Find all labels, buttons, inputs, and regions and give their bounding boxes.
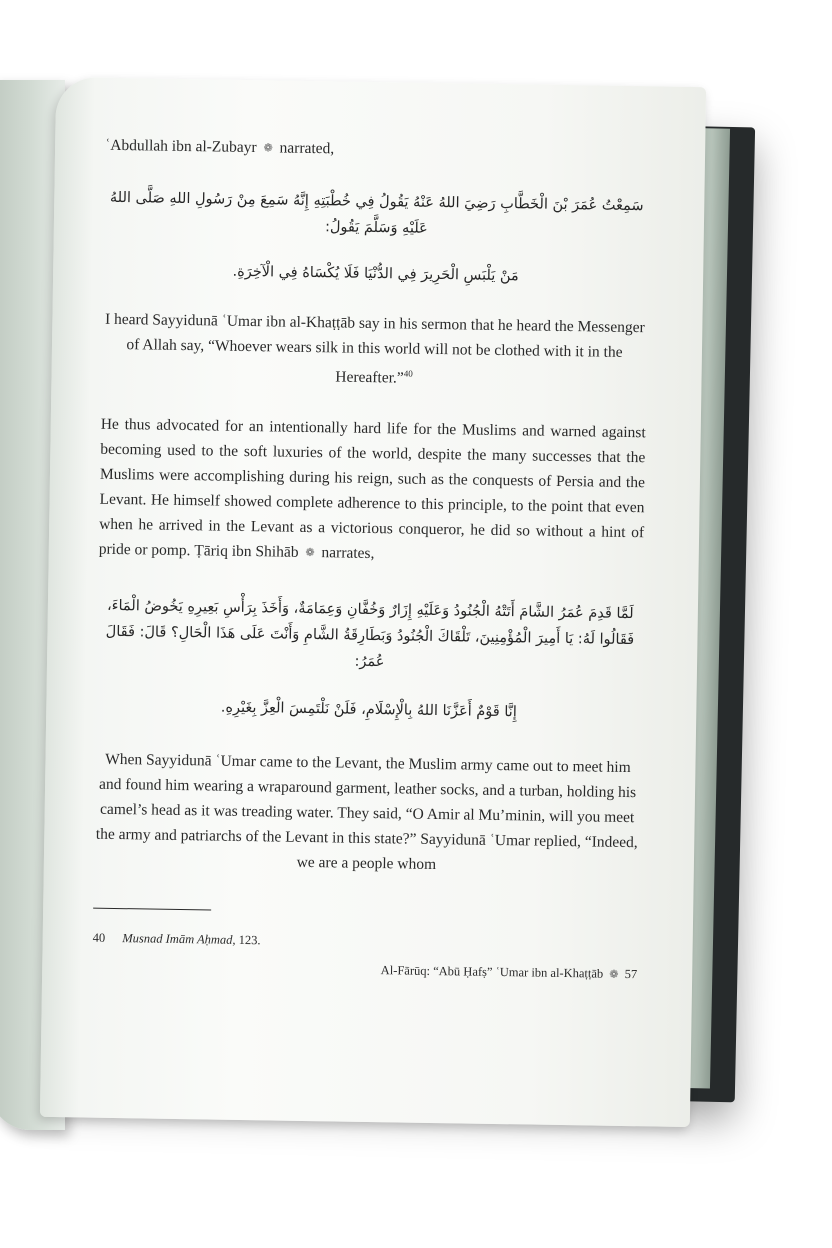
book-page (40, 77, 706, 1127)
arabic-narration: لَمَّا قَدِمَ عُمَرُ الشَّامَ أَتَتْهُ الْجُنُودُ وَعَلَيْهِ إِزَارٌ وَخُفَّانِ وَعِمَامَةٌ، وَأَخَذَ بِرَأْسِ بَعِيرِهِ يَخُوضُ الْمَاءَ، فَقَالُوا لَهُ: يَا أَمِيرَ الْمُؤْمِنِينَ، تَلْقَاكَ الْجُنُودُ وَبَطَارِقَةُ الشَّامِ وَأَنْتَ عَلَى هَذَا الْحَالِ؟ قَالَ: فَقَالَ عُمَرُ: (105, 597, 635, 671)
footnote-marker: 40 (403, 368, 413, 379)
narration-verb: narrated, (279, 139, 335, 158)
footnote-number: 40 (92, 930, 106, 945)
running-footer (92, 957, 637, 985)
honorific-seal-icon-3: ❁ (609, 968, 619, 982)
narration-line (105, 133, 650, 167)
footnote-divider (93, 908, 211, 911)
body-paragraph-text: He thus advocated for an intentionally hard life for the Muslims and warned against becoming used to the soft luxuries of the world, despite the many successes that the Muslims were accomplishing during his reign, such as the conquests of Persia and the Levant. He himself showed complete adherence to this principle, to the point that even when he arrived in the Levant as a victorious conqueror, he did so without a hint of pride or pomp. Ṭāriq ibn Shihāb (98, 415, 646, 561)
translation-1-text: I heard Sayyidunā ʿUmar ibn al-Khaṭṭāb say in his sermon that he heard the Messenger of Allah say, “Whoever wears silk in this world will not be clothed with it in the Hereafter.” (104, 310, 645, 387)
footnote-source: Musnad Imām Aḥmad, (122, 931, 236, 947)
page-content (92, 133, 650, 985)
running-footer-title: Al-Fārūq: “Abū Ḥafṣ” ʿUmar ibn al-Khaṭṭāb (380, 963, 604, 981)
arabic-hadith-text: مَنْ يَلْبَسِ الْحَرِيرَ فِي الدُّنْيَا فَلَا يُكْسَاهُ فِي الْآخِرَةِ. (232, 263, 519, 285)
translation-1 (101, 307, 647, 395)
footnote (93, 929, 638, 956)
narrator-name: ʿAbdullah ibn al-Zubayr (105, 136, 257, 157)
arabic-quote: إِنَّا قَوْمٌ أَعَزَّنَا اللهُ بِالْإِسْلَامِ، فَلَنْ نَلْتَمِسَ الْعِزَّ بِغَيْرِهِ. (220, 699, 517, 721)
page-number: 57 (624, 967, 638, 982)
honorific-seal-icon: ❁ (263, 142, 273, 155)
body-paragraph (99, 412, 646, 571)
body-paragraph-end: narrates, (321, 544, 375, 563)
honorific-seal-icon-2: ❁ (305, 546, 315, 560)
arabic-hadith-chain: سَمِعْتُ عُمَرَ بْنَ الْخَطَّابِ رَضِيَ اللهُ عَنْهُ يَقُولُ فِي خُطْبَتِهِ إِنَّهُ سَمِعَ مِنْ رَسُولِ اللهِ صَلَّى اللهُ عَلَيْهِ وَسَلَّمَ يَقُولُ: (109, 189, 644, 237)
translation-2: When Sayyidunā ʿUmar came to the Levant, the Muslim army came out to meet him and found him wearing a wraparound garment, leather socks, and a turban, holding his camel’s head as it was treading water. They said, “O Amir al Mu’minin, will you meet the army and patriarchs of the Levant in this state?” Sayyidunā ʿUmar replied, “Indeed, we are a people whom (95, 750, 638, 874)
footnote-page: 123. (238, 932, 261, 948)
